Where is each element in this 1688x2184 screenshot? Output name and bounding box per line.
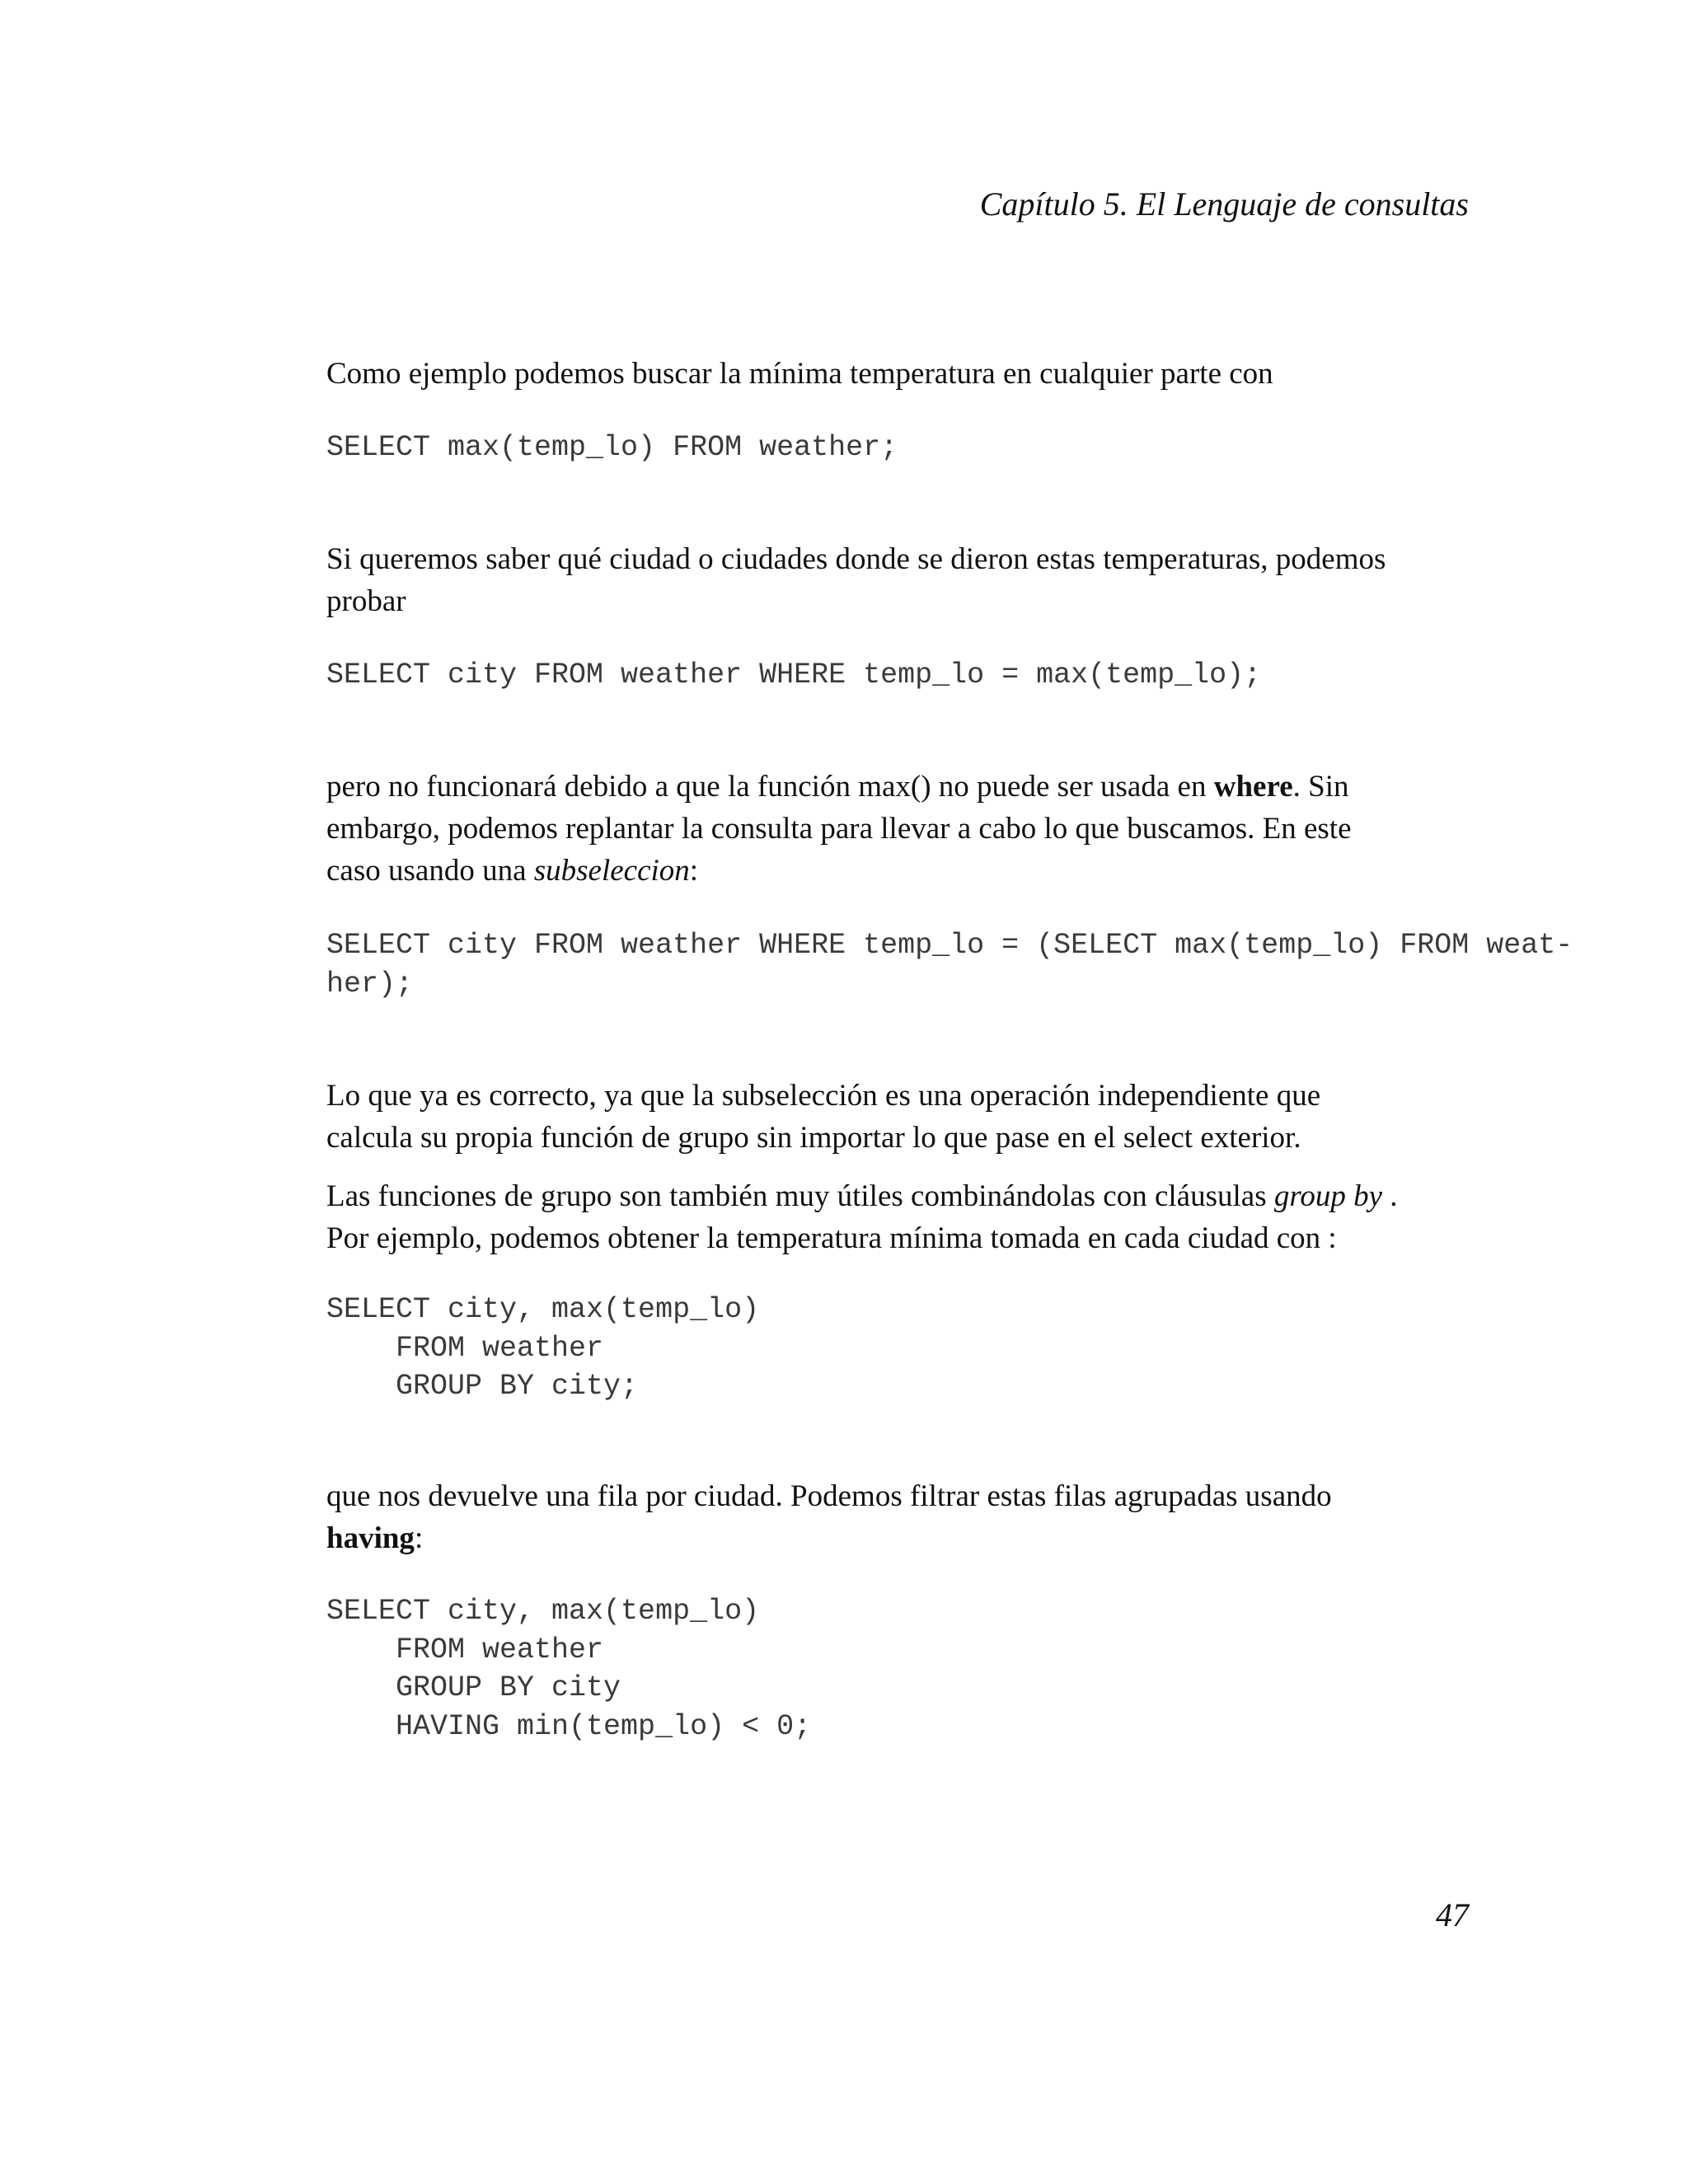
keyword-having: having <box>326 1521 415 1555</box>
keyword-where: where <box>1213 770 1293 804</box>
paragraph-having <box>326 1475 1489 1559</box>
paragraph-intro <box>326 353 1489 395</box>
text-run: pero no funcionará debido a que la función max() no puede ser usada en <box>326 770 1214 804</box>
chapter-header: Capítulo 5. El Lenguaje de consultas <box>979 185 1469 223</box>
text-run: . Sin <box>1292 770 1349 804</box>
code-line: SELECT city, max(temp_lo) <box>326 1293 760 1326</box>
code-line: SELECT max(temp_lo) FROM weather; <box>326 431 898 464</box>
text-run: caso usando una <box>326 854 534 888</box>
term-subseleccion: subseleccion <box>533 854 690 888</box>
paragraph-line: Si queremos saber qué ciudad o ciudades donde se dieron estas temperaturas, podemos <box>326 542 1386 576</box>
paragraph-line <box>326 1517 1489 1559</box>
paragraph-which-city <box>326 538 1489 622</box>
paragraph-line: probar <box>326 584 406 618</box>
term-group-by: group by <box>1273 1179 1383 1213</box>
code-block-max-query <box>326 429 898 467</box>
code-block-group-by <box>326 1291 759 1406</box>
code-line: FROM weather <box>326 1331 604 1365</box>
text-run: : <box>414 1521 424 1555</box>
paragraph-line: Como ejemplo podemos buscar la mínima temperatura en cualquier parte con <box>326 357 1273 391</box>
code-line: GROUP BY city <box>326 1671 621 1704</box>
code-line: FROM weather <box>326 1633 604 1666</box>
paragraph-line <box>326 850 1489 892</box>
paragraph-group-by <box>326 1175 1489 1259</box>
paragraph-line: Por ejemplo, podemos obtener la temperatura mínima tomada en cada ciudad con : <box>326 1221 1337 1255</box>
code-line: SELECT city, max(temp_lo) <box>326 1595 760 1628</box>
text-run: . <box>1382 1179 1398 1213</box>
paragraph-line: calcula su propia función de grupo sin importar lo que pase en el select exterior. <box>326 1121 1301 1155</box>
paragraph-line: embargo, podemos replantar la consulta para llevar a cabo lo que buscamos. En este <box>326 812 1352 846</box>
paragraph-subselect-explanation <box>326 766 1489 892</box>
paragraph-line <box>326 1175 1489 1217</box>
code-line: GROUP BY city; <box>326 1370 639 1403</box>
paragraph-line <box>326 766 1489 808</box>
code-block-having <box>326 1592 811 1746</box>
code-block-invalid-where <box>326 656 1261 695</box>
code-line: SELECT city FROM weather WHERE temp_lo = max(temp_lo); <box>326 658 1262 691</box>
code-block-subselect <box>326 926 1573 1003</box>
code-line: her); <box>326 967 414 1001</box>
code-line: HAVING min(temp_lo) < 0; <box>326 1709 812 1743</box>
paragraph-line: que nos devuelve una fila por ciudad. Podemos filtrar estas filas agrupadas usando <box>326 1479 1332 1513</box>
page-number: 47 <box>1436 1896 1469 1933</box>
paragraph-line: Lo que ya es correcto, ya que la subselección es una operación independiente que <box>326 1079 1321 1113</box>
code-line: SELECT city FROM weather WHERE temp_lo = (SELECT max(temp_lo) FROM weat- <box>326 929 1573 962</box>
text-run: Las funciones de grupo son también muy útiles combinándolas con cláusulas <box>326 1179 1274 1213</box>
paragraph-correct <box>326 1075 1489 1159</box>
text-run: : <box>689 854 699 888</box>
